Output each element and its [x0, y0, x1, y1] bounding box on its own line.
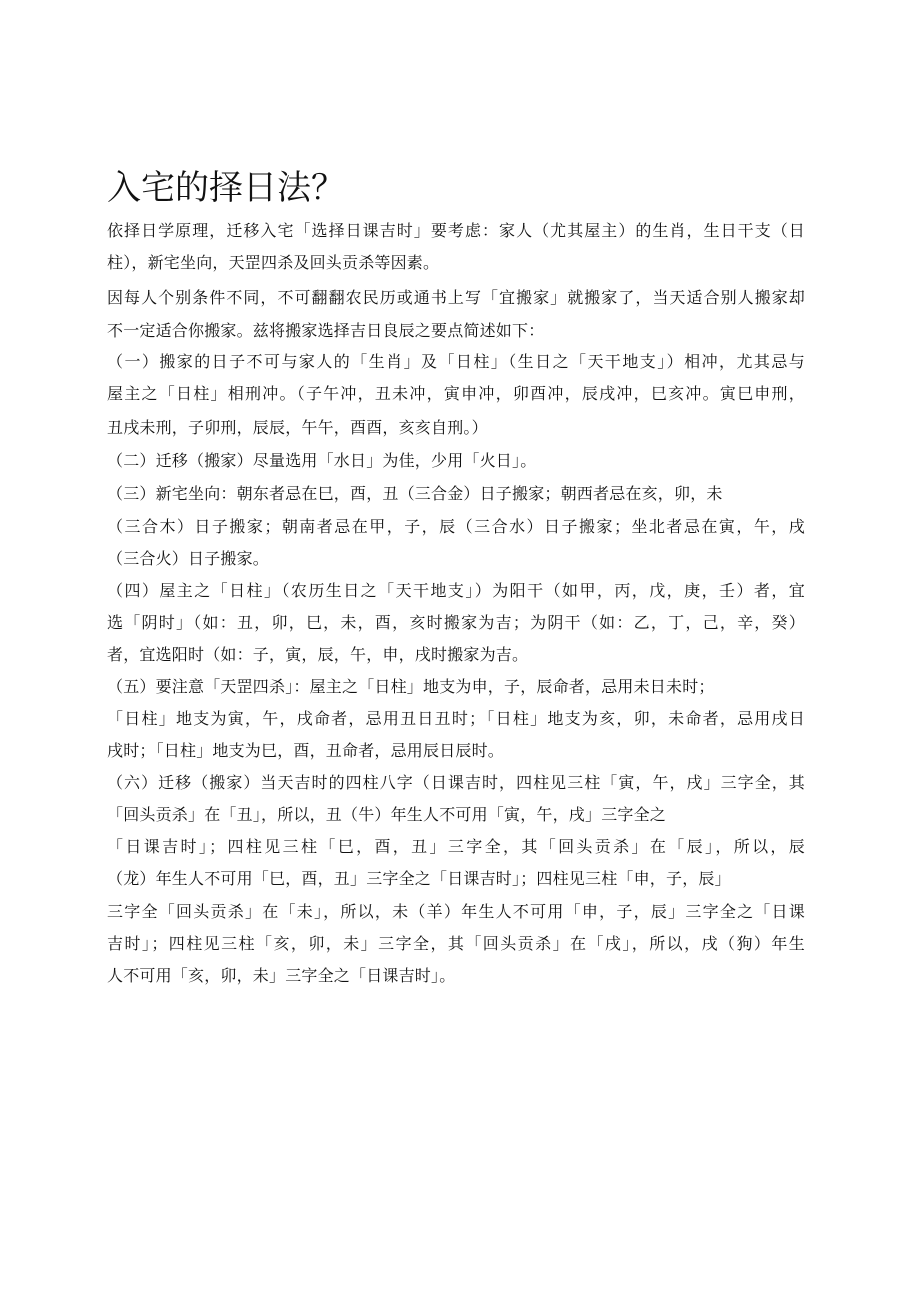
- text-line: 人不可用「亥，卯，未」三字全之「日课吉时」。: [107, 966, 456, 985]
- text-line: （四）屋主之「日柱」（农历生日之「天干地支」）为阳干（如甲，丙，戊，庚，壬）者，宜: [107, 581, 805, 600]
- text-line: 「回头贡杀」在「丑」，所以，丑（牛）年生人不可用「寅，午，戌」三字全之: [107, 805, 667, 824]
- text-line: 戌时；「日柱」地支为巳，酉，丑命者，忌用辰日辰时。: [107, 741, 505, 760]
- text-line: 「日课吉时」；四柱见三柱「巳，酉，丑」三字全，其「回头贡杀」在「辰」，所以，辰: [107, 837, 805, 856]
- text-line: （三合木）日子搬家；朝南者忌在甲，子，辰（三合水）日子搬家；坐北者忌在寅，午，戌: [107, 517, 805, 536]
- text-line: 「日柱」地支为寅，午，戌命者，忌用丑日丑时；「日柱」地支为亥，卯，未命者，忌用戌日: [107, 709, 805, 728]
- text-line: （龙）年生人不可用「巳，酉，丑」三字全之「日课吉时」；四柱见三柱「申，子，辰」: [107, 869, 731, 888]
- text-line: （三）新宅坐向：朝东者忌在巳，酉，丑（三合金）日子搬家；朝西者忌在亥，卯，未: [107, 484, 723, 503]
- text-line: （二）迁移（搬家）尽量选用「水日」为佳，少用「火日」。: [107, 451, 537, 470]
- text-line: 屋主之「日柱」相刑冲。（子午冲，丑未冲，寅申冲，卯酉冲，辰戌冲，巳亥冲。寅巳申刑，: [107, 384, 805, 403]
- page-title: 入宅的择日法？: [107, 168, 345, 208]
- text-line: （三合火）日子搬家。: [107, 549, 270, 568]
- text-line: 丑戌未刑，子卯刑，辰辰，午午，酉酉，亥亥自刑。）: [107, 418, 488, 437]
- text-line: 者，宜选阳时（如：子，寅，辰，午，申，戌时搬家为吉。: [107, 645, 529, 664]
- text-line: （五）要注意「天罡四杀」：屋主之「日柱」地支为申，子，辰命者，忌用未日未时；: [107, 677, 715, 696]
- text-line: 选「阴时」（如：丑，卯，巳，未，酉，亥时搬家为吉；为阴干（如：乙，丁，己，辛，癸）: [107, 613, 805, 632]
- text-line: 柱），新宅坐向，天罡四杀及回头贡杀等因素。: [107, 253, 440, 272]
- text-line: 依择日学原理，迁移入宅「选择日课吉时」要考虑：家人（尤其屋主）的生肖，生日干支（日: [107, 221, 805, 240]
- text-line: 三字全「回头贡杀」在「未」，所以，未（羊）年生人不可用「申，子，辰」三字全之「日课: [107, 902, 805, 921]
- text-line: （一）搬家的日子不可与家人的「生肖」及「日柱」（生日之「天干地支」）相冲，尤其忌与: [107, 352, 805, 371]
- text-line: 吉时」；四柱见三柱「亥，卯，未」三字全，其「回头贡杀」在「戌」，所以，戌（狗）年生: [107, 934, 805, 953]
- text-line: （六）迁移（搬家）当天吉时的四柱八字（日课吉时，四柱见三柱「寅，午，戌」三字全，其: [107, 773, 805, 792]
- text-line: 因每人个别条件不同，不可翻翻农民历或通书上写「宜搬家」就搬家了，当天适合别人搬家却: [107, 288, 805, 307]
- text-line: 不一定适合你搬家。兹将搬家选择吉日良辰之要点简述如下：: [107, 321, 545, 340]
